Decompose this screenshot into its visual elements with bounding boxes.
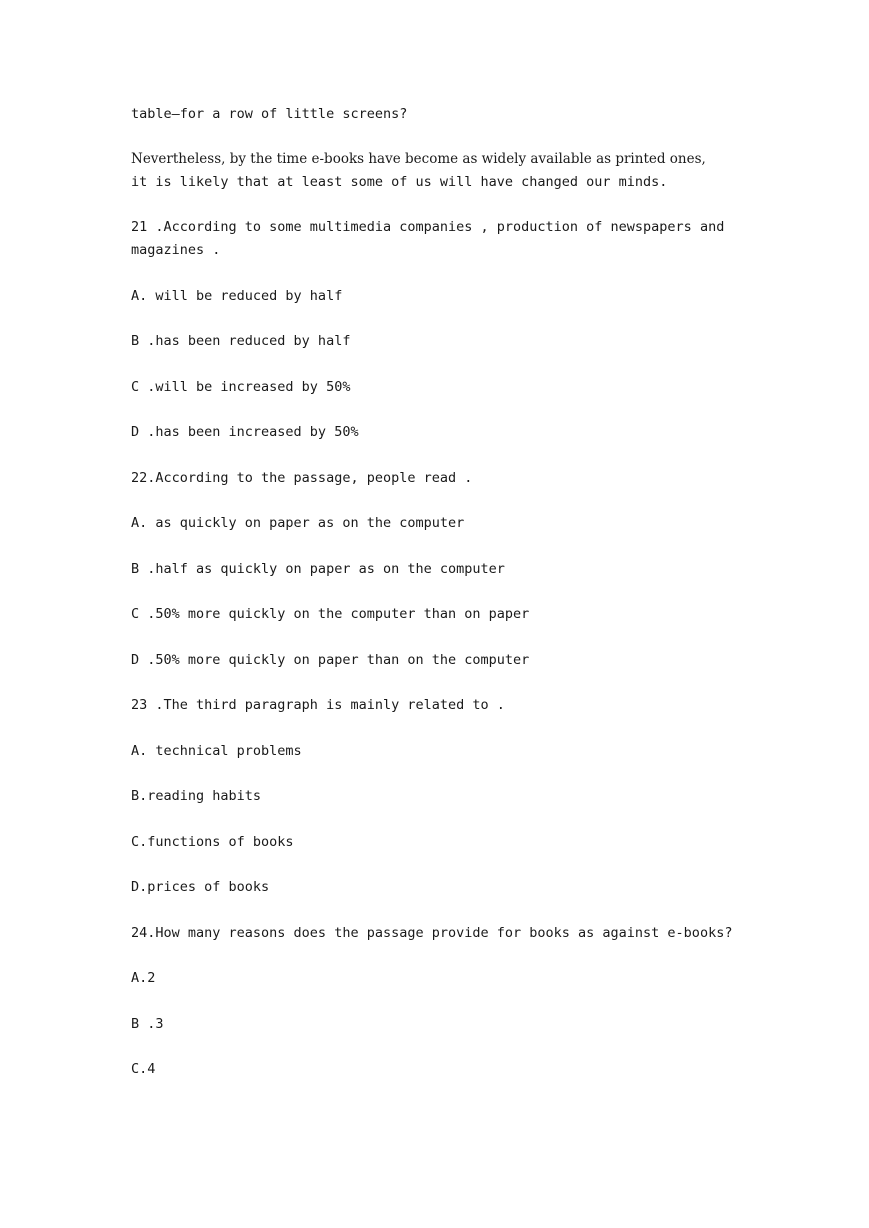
answer-option: A. technical problems bbox=[131, 742, 302, 759]
question-23 bbox=[131, 694, 738, 899]
answer-option: B .half as quickly on paper as on the computer bbox=[131, 560, 505, 577]
question-21 bbox=[131, 216, 738, 444]
answer-option: B .has been reduced by half bbox=[131, 333, 351, 349]
answer-option: D .50% more quickly on paper than on the computer bbox=[131, 651, 530, 668]
document-page bbox=[131, 103, 738, 1104]
question-24 bbox=[131, 922, 738, 1082]
answer-option: D .has been increased by 50% bbox=[131, 424, 359, 440]
question-stem-line: 21 .According to some multimedia companies , production of newspapers and bbox=[131, 219, 725, 235]
question-stem bbox=[131, 216, 738, 262]
answer-option: A. as quickly on paper as on the computer bbox=[131, 515, 465, 531]
question-stem: 22.According to the passage, people read . bbox=[131, 469, 473, 486]
answer-option: C.functions of books bbox=[131, 833, 294, 850]
answer-option: B .3 bbox=[131, 1015, 164, 1032]
question-stem: 23 .The third paragraph is mainly related to . bbox=[131, 697, 505, 713]
answer-option: C.4 bbox=[131, 1061, 156, 1077]
answer-option: B.reading habits bbox=[131, 788, 262, 804]
answer-option: D.prices of books bbox=[131, 879, 270, 895]
passage-line: Nevertheless, by the time e-books have become as widely available as printed ones, bbox=[131, 151, 706, 167]
question-22 bbox=[131, 467, 738, 672]
question-stem-line: magazines . bbox=[131, 242, 221, 258]
answer-option: C .50% more quickly on the computer than on paper bbox=[131, 606, 530, 622]
question-stem: 24.How many reasons does the passage provide for books as against e-books? bbox=[131, 924, 733, 941]
answer-option: A.2 bbox=[131, 970, 156, 986]
answer-option: C .will be increased by 50% bbox=[131, 378, 351, 395]
passage-line: table—for a row of little screens? bbox=[131, 106, 408, 122]
answer-option: A. will be reduced by half bbox=[131, 287, 343, 304]
passage-line: it is likely that at least some of us will have changed our minds. bbox=[131, 174, 668, 190]
passage-paragraph bbox=[131, 148, 738, 194]
